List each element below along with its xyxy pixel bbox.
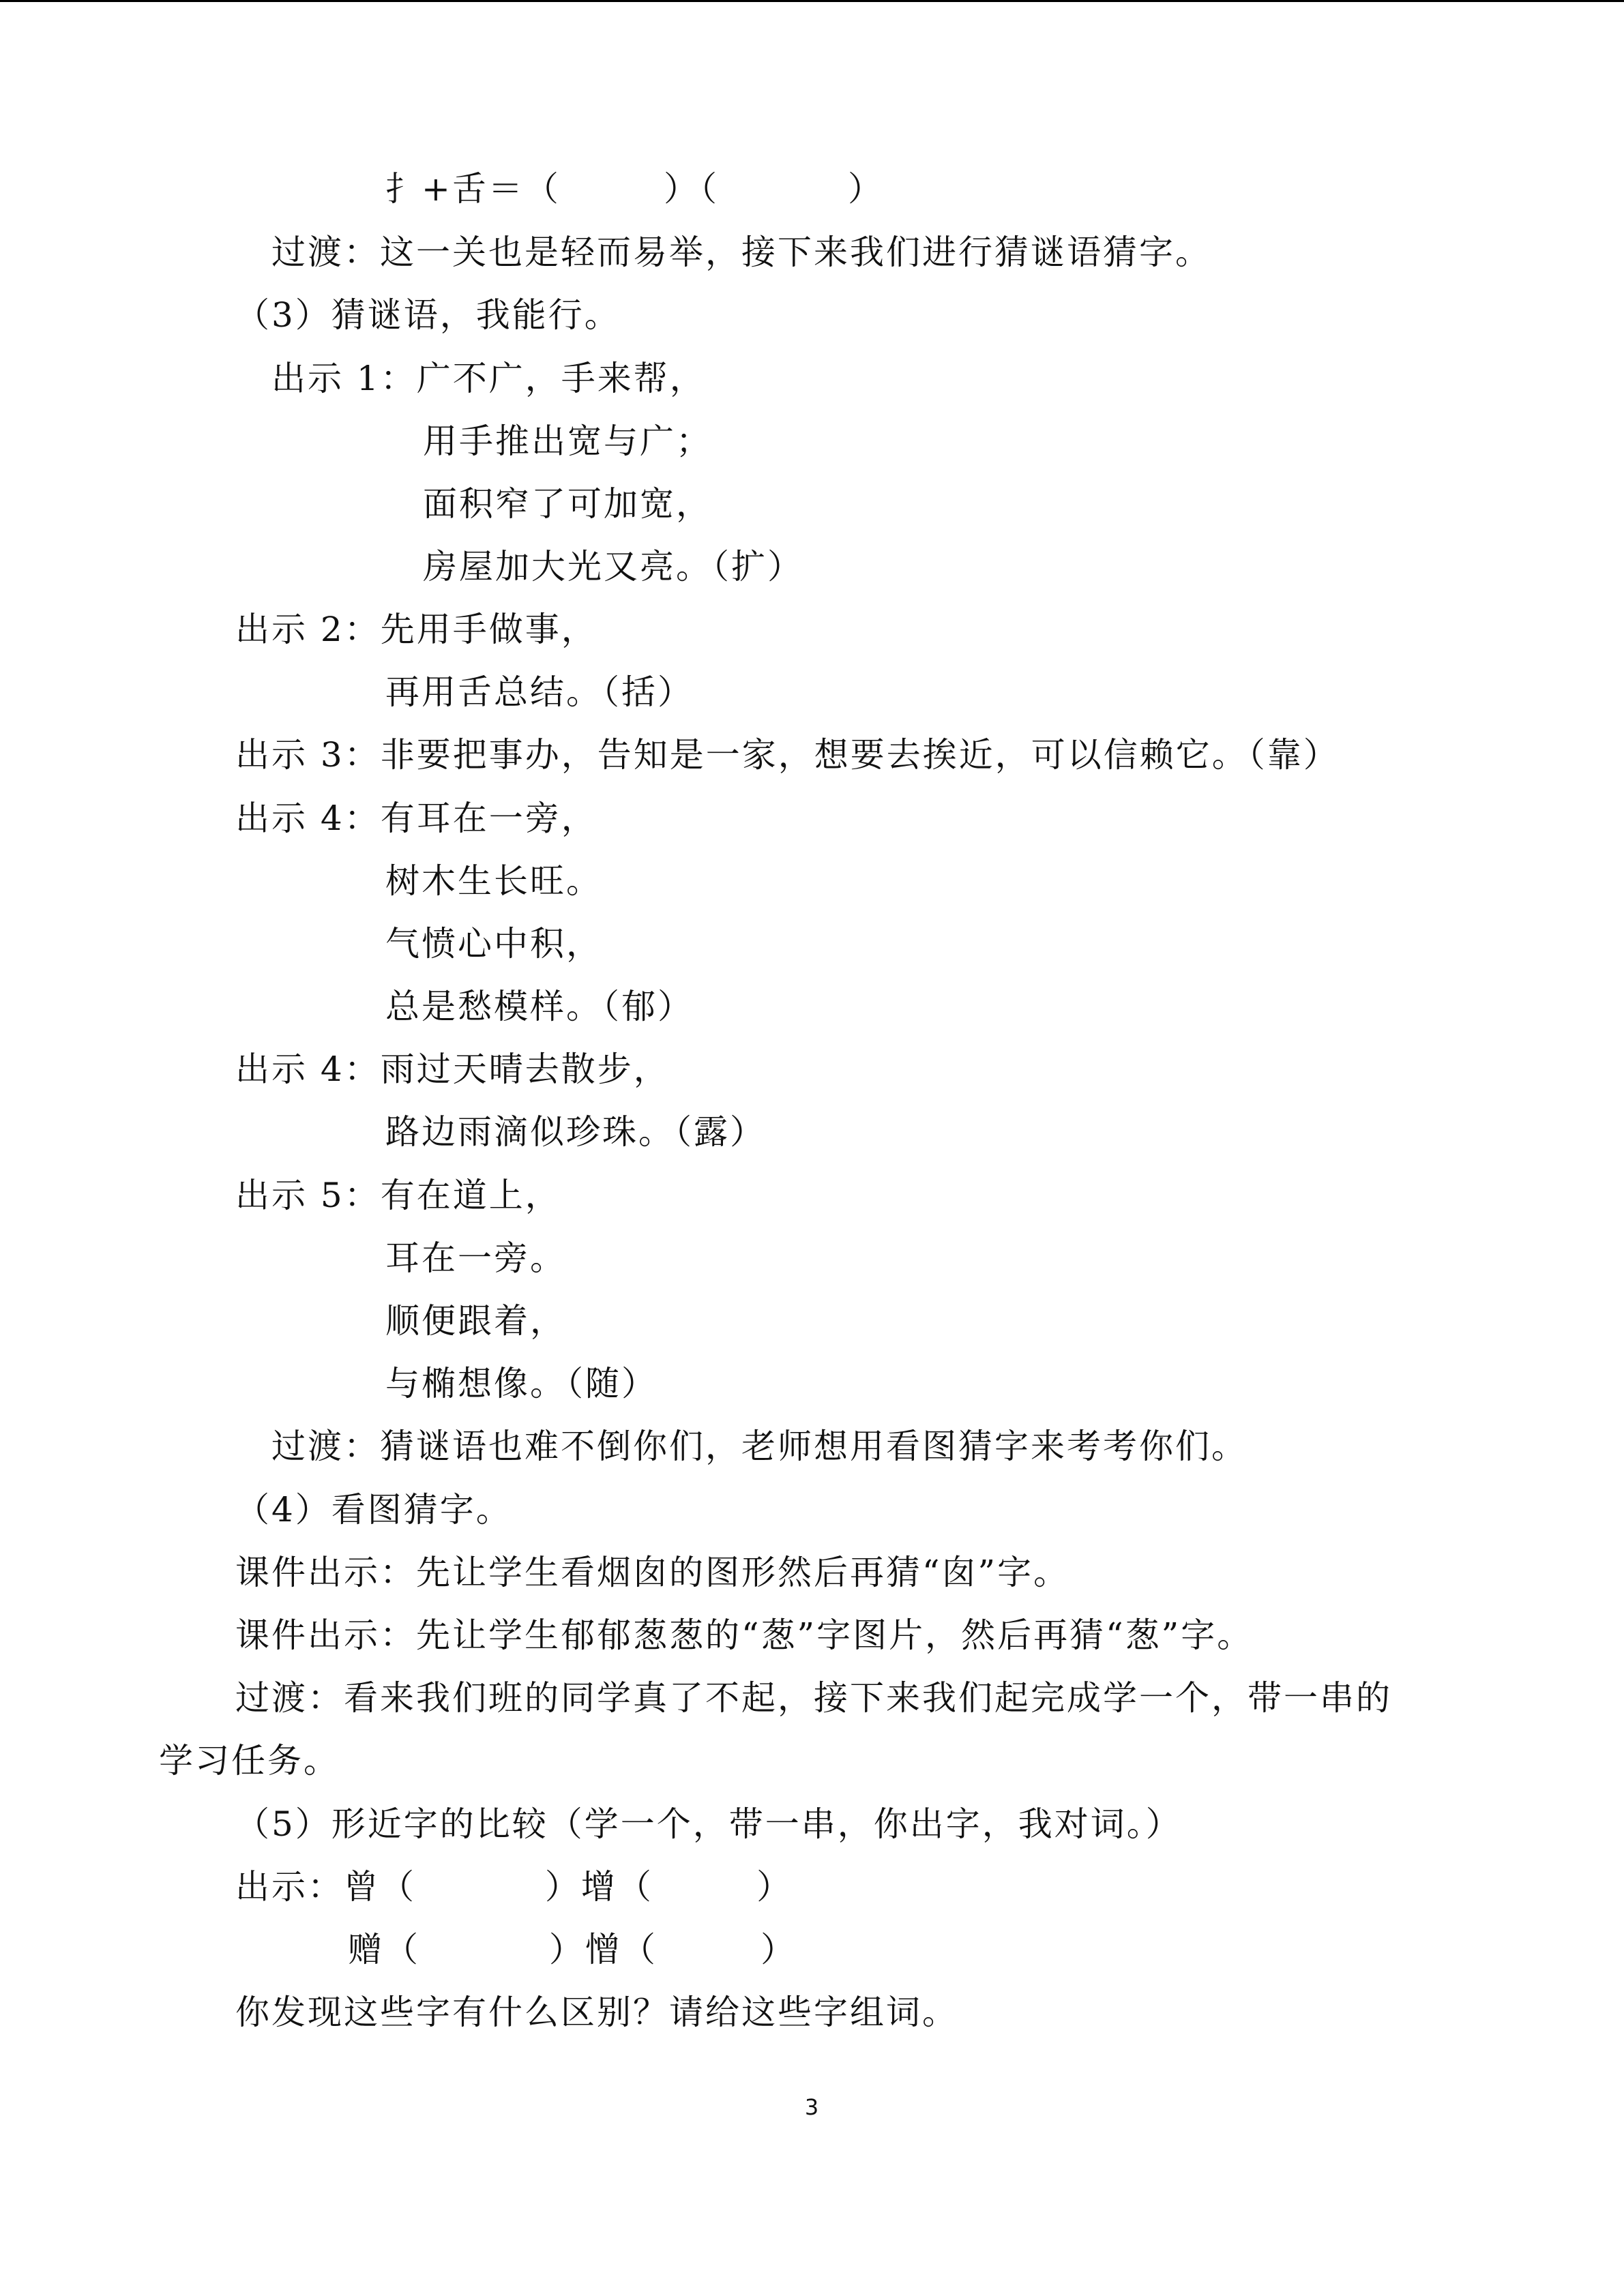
- section-heading-riddles: （3）猜谜语，我能行。: [235, 295, 621, 335]
- text-line-transition-3-cont: 学习任务。: [159, 1741, 340, 1780]
- riddle-2-line-2: 再用舌总结。（括）: [385, 672, 694, 712]
- riddle-5-line-3: 顺便跟着，: [385, 1301, 566, 1341]
- riddle-4-line-2: 树木生长旺。: [385, 861, 602, 901]
- riddle-5-line-4: 与椭想像。（随）: [385, 1364, 658, 1403]
- text-line-radical-equation: 扌+舌＝（ ）（ ）: [385, 169, 884, 209]
- section-heading-similar-chars: （5）形近字的比较（学一个，带一串，你出字，我对词。）: [235, 1804, 1182, 1844]
- riddle-4b-line-2: 路边雨滴似珍珠。（露）: [385, 1112, 766, 1152]
- courseware-line-1: 课件出示：先让学生看烟囱的图形然后再猜“囱”字。: [235, 1553, 1070, 1592]
- riddle-4-line-1: 出示 4：有耳在一旁，: [235, 799, 597, 838]
- text-line-transition-1: 过渡：这一关也是轻而易举，接下来我们进行猜谜语猜字。: [271, 233, 1211, 272]
- section-heading-picture-guess: （4）看图猜字。: [235, 1490, 512, 1530]
- riddle-4b-line-1: 出示 4：雨过天晴去散步，: [235, 1049, 670, 1089]
- riddle-1-line-1: 出示 1：广不广，手来帮，: [271, 359, 706, 398]
- text-line-transition-2: 过渡：猜谜语也难不倒你们，老师想用看图猜字来考考你们。: [271, 1427, 1247, 1466]
- riddle-4-line-3: 气愤心中积，: [385, 924, 602, 964]
- riddle-1-line-2: 用手推出宽与广；: [423, 421, 712, 461]
- riddle-3-line-1: 出示 3：非要把事办，告知是一家，想要去挨近，可以信赖它。（靠）: [235, 735, 1340, 775]
- similar-chars-line-2: 赠（ ）憎（ ）: [348, 1930, 797, 1969]
- riddle-4-line-4: 总是愁模样。（郁）: [385, 987, 694, 1026]
- riddle-5-line-1: 出示 5：有在道上，: [235, 1176, 561, 1215]
- text-line-question: 你发现这些字有什么区别？请给这些字组词。: [235, 1993, 958, 2032]
- riddle-1-line-4: 房屋加大光又亮。（扩）: [423, 547, 803, 586]
- courseware-line-2: 课件出示：先让学生郁郁葱葱的“葱”字图片，然后再猜“葱”字。: [235, 1615, 1254, 1655]
- riddle-2-line-1: 出示 2：先用手做事，: [235, 610, 597, 649]
- riddle-1-line-3: 面积窄了可加宽，: [423, 484, 712, 524]
- top-border-line: [0, 0, 1624, 2]
- text-line-transition-3: 过渡：看来我们班的同学真了不起，接下来我们起完成学一个，带一串的: [235, 1678, 1392, 1718]
- riddle-5-line-2: 耳在一旁。: [385, 1238, 566, 1278]
- page-number: 3: [804, 2094, 819, 2120]
- similar-chars-line-1: 出示：曾（ ）增（ ）: [235, 1867, 793, 1907]
